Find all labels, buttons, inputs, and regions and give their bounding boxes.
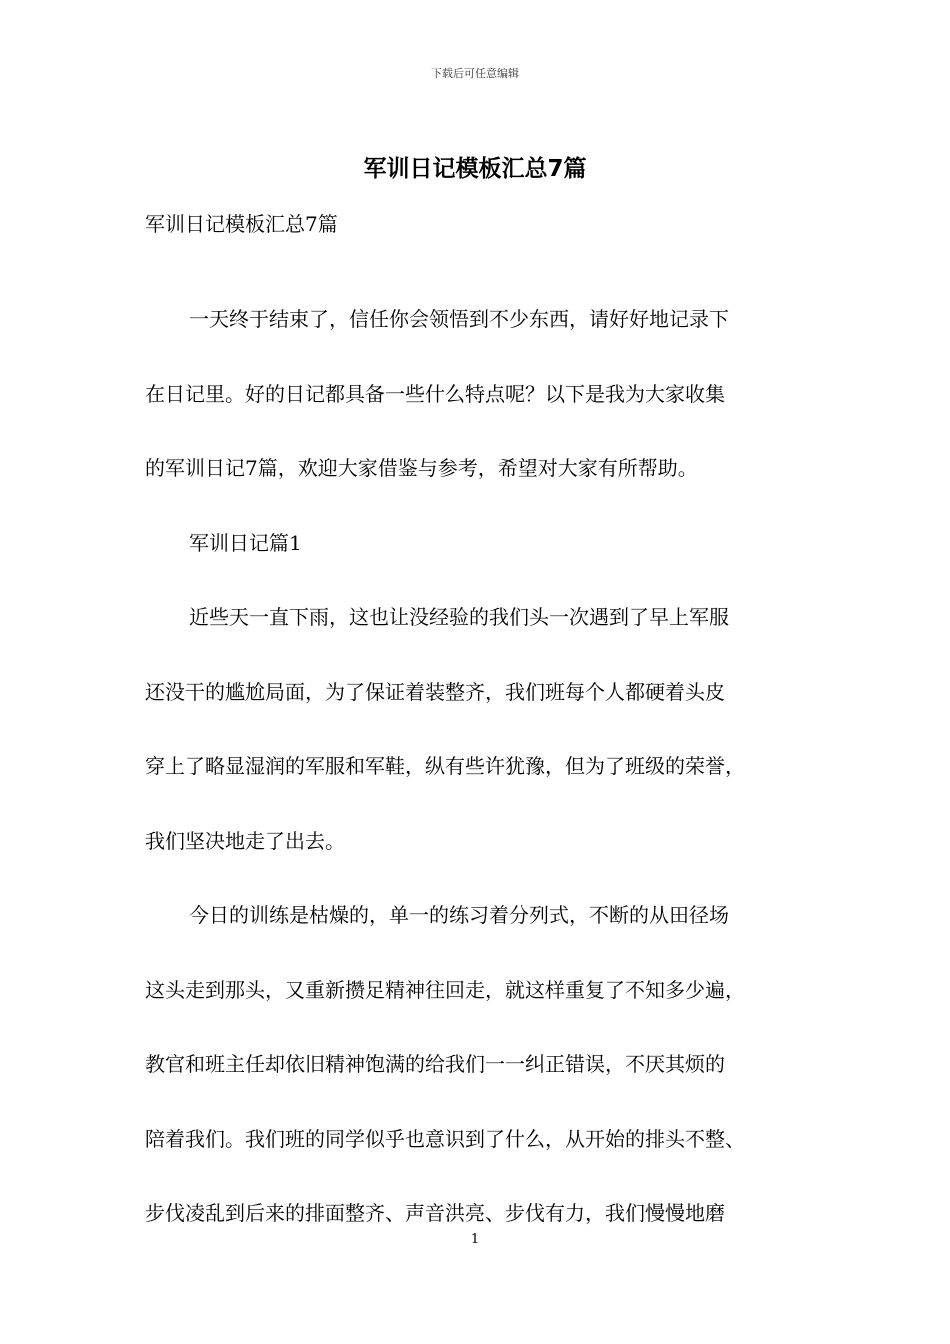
paragraph-line: 近些天一直下雨，这也让没经验的我们头一次遇到了早上军服 (189, 605, 729, 629)
document-title: 军训日记模板汇总7篇 (363, 156, 587, 182)
document-body (145, 208, 810, 1251)
paragraph-line: 陪着我们。我们班的同学似乎也意识到了什么，从开始的排头不整、 (145, 1126, 745, 1151)
paragraph-line: 步伐凌乱到后来的排面整齐、声音洪亮、步伐有力，我们慢慢地磨 (145, 1201, 725, 1225)
paragraph-line: 的军训日记7篇，欢迎大家借鉴与参考，希望对大家有所帮助。 (145, 456, 698, 480)
paragraph-line: 这头走到那头，又重新攒足精神往回走，就这样重复了不知多少遍， (145, 977, 745, 1002)
paragraph-line: 教官和班主任却依旧精神饱满的给我们一一纠正错误，不厌其烦的 (145, 1052, 725, 1076)
paragraph-line: 今日的训练是枯燥的，单一的练习着分列式，不断的从田径场 (189, 903, 729, 927)
paragraph-line: 在日记里。好的日记都具备一些什么特点呢？以下是我为大家收集 (145, 381, 725, 406)
paragraph-line: 一天终于结束了，信任你会领悟到不少东西，请好好地记录下 (189, 307, 729, 331)
subtitle-line: 军训日记模板汇总7篇 (145, 212, 338, 236)
paragraph-line: 我们坚决地走了出去。 (145, 828, 345, 853)
paragraph-line: 还没干的尴尬局面，为了保证着装整齐，我们班每个人都硬着头皮 (145, 679, 725, 704)
page-header-note: 下载后可任意编辑 (431, 67, 519, 80)
section-heading: 军训日记篇1 (189, 530, 302, 555)
paragraph-line: 穿上了略显湿润的军服和军鞋，纵有些许犹豫，但为了班级的荣誉， (145, 754, 745, 778)
page-number: 1 (470, 1232, 480, 1247)
